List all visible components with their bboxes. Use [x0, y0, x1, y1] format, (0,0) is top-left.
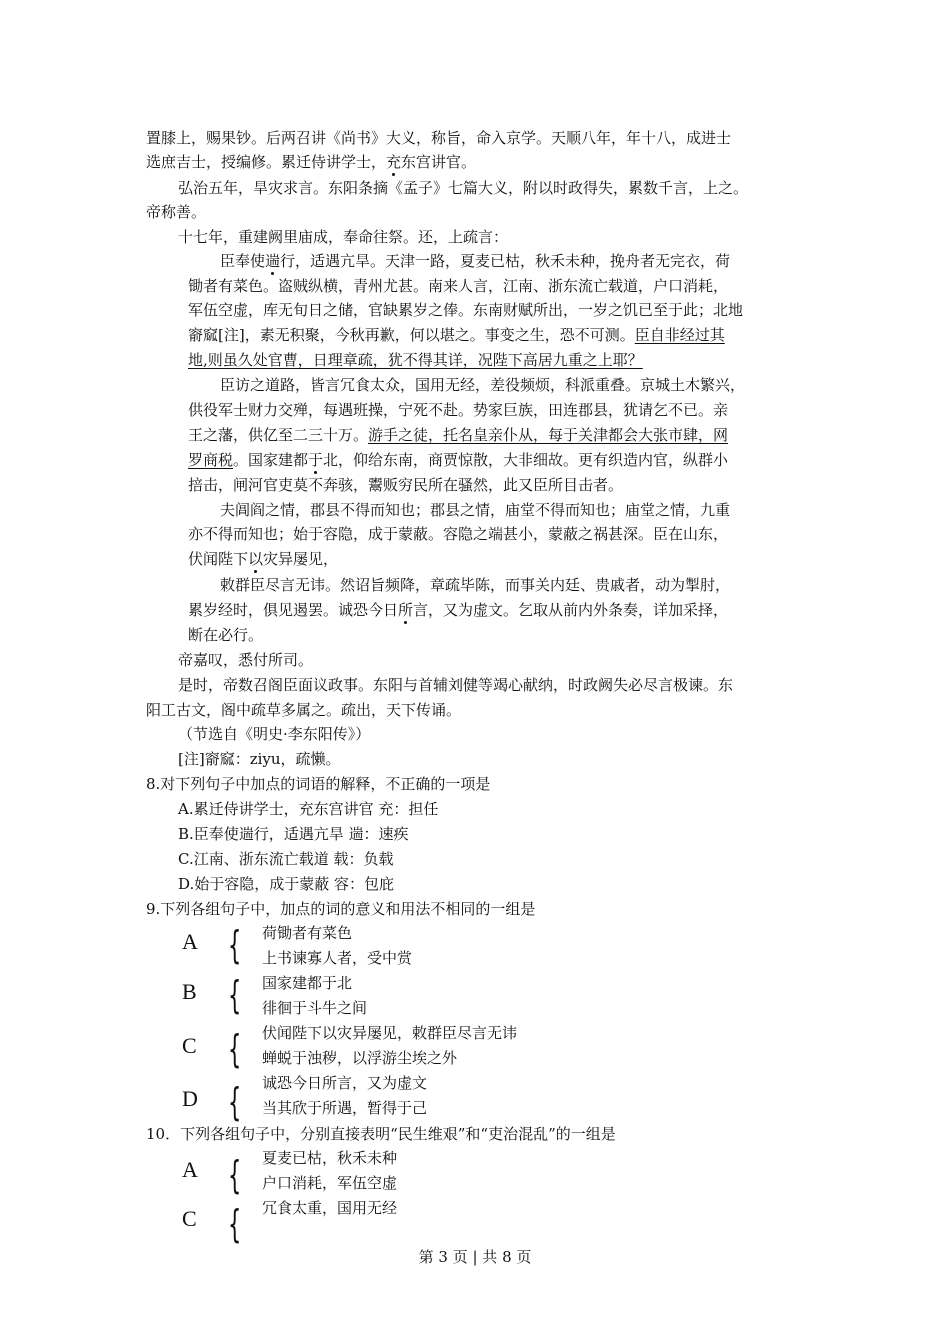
- quote-line: 夫阊阎之情，郡县不得而知也；郡县之情，庙堂不得而知也；庙堂之情，九重: [220, 501, 731, 519]
- option-line: 夏麦已枯，秋禾未种: [262, 1149, 398, 1167]
- quote-line: 臣奉使遄行，适遇亢旱。天津一路，夏麦已枯，秋禾未种，挽舟者无完衣，荷: [220, 252, 731, 270]
- quote-line: 累岁经时，俱见遏罢。诚恐今日所言，又为虚文。乞取从前内外条奏，详加采择，: [188, 601, 729, 619]
- question-8-option: C.江南、浙东流亡载道 载：负载: [178, 850, 394, 868]
- quote-line: 罗商税。国家建都于北，仰给东南，商贾惊散，大非细故。更有织造内官，纵群小: [188, 451, 729, 469]
- question-8-option: D.始于容隐，成于蒙蔽 容：包庇: [178, 875, 395, 893]
- option-letter-a: A: [182, 929, 198, 954]
- passage-line: 帝嘉叹，悉付所司。: [178, 651, 314, 669]
- option-line: 国家建都于北: [262, 974, 353, 992]
- option-letter-c: C: [182, 1206, 197, 1231]
- question-10-stem: 10．下列各组句子中，分别直接表明“民生维艰”和“吏治混乱”的一组是: [146, 1125, 616, 1143]
- option-line: 当其欣于所遇，暂得于己: [262, 1099, 428, 1117]
- quote-line: 锄者有菜色。盗贼纵横，青州尤甚。南来人言，江南、浙东流亡载道，户口消耗，: [188, 277, 729, 295]
- passage-line: 十七年，重建阙里庙成，奉命往祭。还，上疏言：: [178, 228, 509, 246]
- option-letter-b: B: [182, 979, 197, 1004]
- page-footer: 第 3 页 | 共 8 页: [418, 1248, 532, 1266]
- dotted-word: 充: [386, 153, 402, 171]
- question-9-stem: 9.下列各组句子中，加点的词的意义和用法不相同的一组是: [146, 900, 536, 918]
- quote-line: 供役军士财力交殚，每遇班操，宁死不赴。势家巨族，田连郡县，犹请乞不已。亲: [188, 401, 729, 419]
- option-line: 户口消耗，军伍空虚: [262, 1174, 398, 1192]
- quote-line: 王之藩，供亿至二三十万。游手之徒，托名皇亲仆从，每于关津都会大张市肆，网: [188, 426, 729, 444]
- option-line: 伏闻陛下以灾异屡见，敕群臣尽言无讳: [262, 1024, 518, 1042]
- quote-line: 军伍空虚，库无旬日之储，官缺累岁之俸。东南财赋所出，一岁之饥已至于此；北地: [188, 301, 744, 319]
- dotted-word: 以: [248, 550, 264, 568]
- underlined-sentence: 臣自非经过其: [634, 326, 725, 344]
- passage-line: 是时，帝数召阁臣面议政事。东阳与首辅刘健等竭心献纳，时政阙失必尽言极谏。东: [178, 676, 734, 694]
- passage-line: 阳工古文，阁中疏草多属之。疏出，天下传诵。: [146, 701, 462, 719]
- option-letter-c: C: [182, 1033, 197, 1058]
- underlined-sentence: 罗商税: [188, 451, 234, 469]
- source-citation: （节选自《明史·李东阳传》）: [178, 725, 371, 743]
- option-letter-a: A: [182, 1157, 198, 1182]
- passage-line: 弘治五年，旱灾求言。东阳条摘《孟子》七篇大义，附以时政得失，累数千言，上之。: [178, 179, 749, 197]
- option-line: 荷锄者有菜色: [262, 924, 353, 942]
- quote-line: 窬窳[注]，素无积聚，今秋再歉，何以堪之。事变之生，恐不可测。臣自非经过其: [188, 326, 725, 344]
- quote-line: 敕群臣尽言无讳。然诏旨频降，章疏毕陈，而事关内廷、贵戚者，动为掣肘，: [220, 576, 731, 594]
- passage-line: 帝称善。: [146, 203, 207, 221]
- quote-line: 断在必行。: [188, 626, 264, 644]
- question-8-stem: 8.对下列句子中加点的词语的解释，不正确的一项是: [146, 775, 491, 793]
- question-8-option: B.臣奉使遄行，适遇亢旱 遄：速疾: [178, 825, 409, 843]
- option-letter-d: D: [182, 1086, 198, 1111]
- dotted-word: 遄: [265, 252, 281, 270]
- passage-line: 选庶吉士，授编修。累迁侍讲学士，充东宫讲官。: [146, 153, 477, 171]
- option-line: 诚恐今日所言，又为虚文: [262, 1074, 428, 1092]
- brace-icon: {: [228, 1153, 242, 1197]
- quote-line: 伏闻陛下以灾异屡见，: [188, 550, 339, 568]
- brace-icon: {: [228, 973, 242, 1017]
- quote-line: 臣访之道路，皆言冗食太众，国用无经，差役频烦，科派重叠。京城土木繁兴，: [220, 376, 746, 394]
- passage-line: 置膝上，赐果钞。后两召讲《尚书》大义，称旨，命入京学。天顺八年，年十八，成进士: [146, 129, 732, 147]
- underlined-sentence: 地,则虽久处官曹，日理章疏，犹不得其详，况陛下高居九重之上耶？: [188, 351, 643, 369]
- quote-line: 亦不得而知也；始于容隐，成于蒙蔽。容隐之端甚小，蒙蔽之祸甚深。臣在山东，: [188, 525, 729, 543]
- dotted-word: 于: [308, 451, 324, 469]
- option-line: 徘徊于斗牛之间: [262, 999, 368, 1017]
- option-line: 冗食太重，国用无经: [262, 1199, 398, 1217]
- question-8-option: A.累迁侍讲学士，充东宫讲官 充：担任: [178, 800, 439, 818]
- option-line: 蝉蜕于浊秽，以浮游尘埃之外: [262, 1049, 458, 1067]
- brace-icon: {: [228, 923, 242, 967]
- dotted-word: 所: [398, 601, 414, 619]
- option-line: 上书谏寡人者，受中赏: [262, 949, 413, 967]
- brace-icon: {: [228, 1080, 242, 1124]
- underlined-sentence: 游手之徒，托名皇亲仆从，每于关津都会大张市肆，网: [368, 426, 729, 444]
- brace-icon: {: [228, 1027, 242, 1071]
- quote-line: 掊击，闸河官吏莫不奔骇，鬻贩穷民所在骚然，此又臣所目击者。: [188, 476, 624, 494]
- brace-icon: {: [228, 1202, 242, 1246]
- footnote: [注]窬窳：ziyu，疏懒。: [178, 750, 341, 768]
